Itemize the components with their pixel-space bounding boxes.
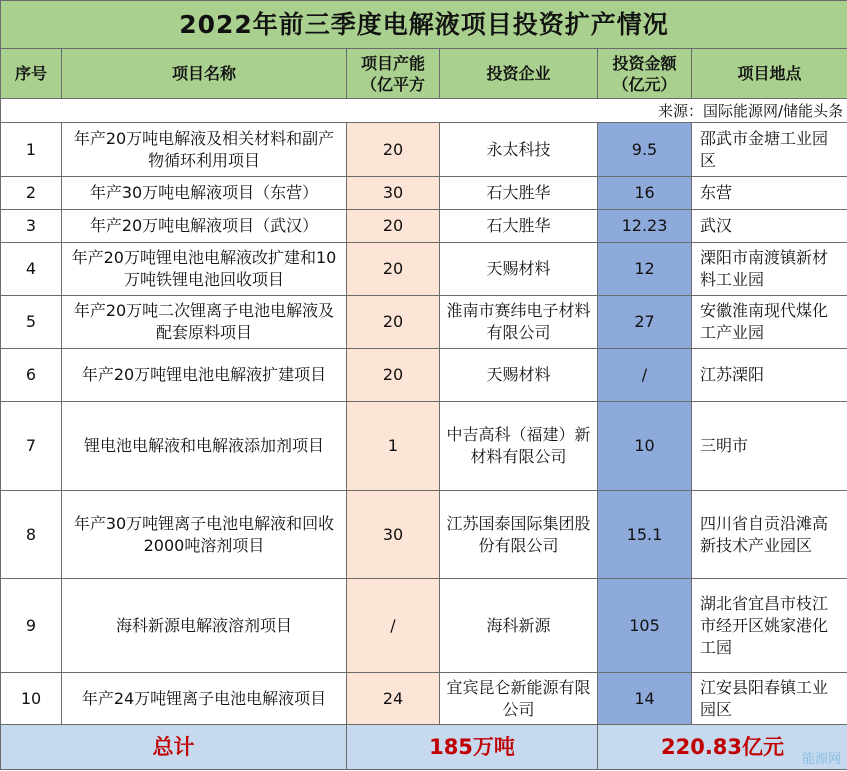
cell-company: 石大胜华 <box>440 210 598 243</box>
table-row <box>1 296 847 349</box>
watermark-logo: 能源网 <box>801 752 841 767</box>
cell-company: 海科新源 <box>440 579 598 673</box>
cell-location: 武汉 <box>692 210 847 243</box>
cell-project-name: 年产24万吨锂离子电池电解液项目 <box>62 673 347 725</box>
cell-no: 6 <box>1 349 62 402</box>
cell-location: 安徽淮南现代煤化工产业园 <box>692 296 847 349</box>
cell-no: 1 <box>1 123 62 177</box>
cell-location: 四川省自贡沿滩高新技术产业园区 <box>692 491 847 579</box>
cell-project-name: 年产20万吨锂电池电解液扩建项目 <box>62 349 347 402</box>
cell-amount: 15.1 <box>598 491 692 579</box>
cell-amount: 105 <box>598 579 692 673</box>
cell-location: 东营 <box>692 177 847 210</box>
cell-location: 江安县阳春镇工业园区 <box>692 673 847 725</box>
cell-amount: 12 <box>598 243 692 296</box>
cell-amount: 9.5 <box>598 123 692 177</box>
cell-no: 3 <box>1 210 62 243</box>
cell-amount: 27 <box>598 296 692 349</box>
cell-capacity: 1 <box>347 402 440 491</box>
cell-location: 溧阳市南渡镇新材料工业园 <box>692 243 847 296</box>
header-location: 项目地点 <box>692 49 847 99</box>
cell-no: 4 <box>1 243 62 296</box>
header-name: 项目名称 <box>62 49 347 99</box>
cell-no: 8 <box>1 491 62 579</box>
cell-no: 10 <box>1 673 62 725</box>
cell-amount: / <box>598 349 692 402</box>
cell-project-name: 年产20万吨二次锂离子电池电解液及配套原料项目 <box>62 296 347 349</box>
cell-project-name: 锂电池电解液和电解液添加剂项目 <box>62 402 347 491</box>
header-amount: 投资金额（亿元） <box>598 49 692 99</box>
cell-company: 江苏国泰国际集团股份有限公司 <box>440 491 598 579</box>
cell-amount: 12.23 <box>598 210 692 243</box>
cell-project-name: 年产20万吨锂电池电解液改扩建和10万吨铁锂电池回收项目 <box>62 243 347 296</box>
table-body <box>1 123 847 725</box>
table-row <box>1 243 847 296</box>
table-row <box>1 349 847 402</box>
total-amount: 220.83亿元 <box>598 725 847 770</box>
cell-location: 江苏溧阳 <box>692 349 847 402</box>
cell-capacity: 20 <box>347 296 440 349</box>
cell-capacity: 24 <box>347 673 440 725</box>
table-row <box>1 402 847 491</box>
cell-capacity: 20 <box>347 349 440 402</box>
cell-company: 天赐材料 <box>440 243 598 296</box>
total-capacity: 185万吨 <box>347 725 598 770</box>
table-row <box>1 673 847 725</box>
cell-project-name: 年产20万吨电解液项目（武汉） <box>62 210 347 243</box>
total-label: 总计 <box>1 725 347 770</box>
cell-capacity: 20 <box>347 123 440 177</box>
cell-company: 淮南市赛纬电子材料有限公司 <box>440 296 598 349</box>
cell-capacity: 20 <box>347 243 440 296</box>
cell-company: 天赐材料 <box>440 349 598 402</box>
header-company: 投资企业 <box>440 49 598 99</box>
table-row <box>1 177 847 210</box>
cell-capacity: 30 <box>347 491 440 579</box>
table-row <box>1 123 847 177</box>
cell-location: 三明市 <box>692 402 847 491</box>
header-row <box>1 49 847 99</box>
cell-project-name: 年产30万吨锂离子电池电解液和回收2000吨溶剂项目 <box>62 491 347 579</box>
cell-no: 7 <box>1 402 62 491</box>
header-capacity: 项目产能（亿平方 <box>347 49 440 99</box>
table-row <box>1 491 847 579</box>
cell-project-name: 海科新源电解液溶剂项目 <box>62 579 347 673</box>
cell-capacity: / <box>347 579 440 673</box>
cell-location: 湖北省宜昌市枝江市经开区姚家港化工园 <box>692 579 847 673</box>
cell-capacity: 30 <box>347 177 440 210</box>
table-row <box>1 579 847 673</box>
cell-project-name: 年产30万吨电解液项目（东营） <box>62 177 347 210</box>
header-no: 序号 <box>1 49 62 99</box>
table-row <box>1 210 847 243</box>
cell-no: 9 <box>1 579 62 673</box>
cell-company: 中吉高科（福建）新材料有限公司 <box>440 402 598 491</box>
cell-amount: 10 <box>598 402 692 491</box>
table-title: 2022年前三季度电解液项目投资扩产情况 <box>1 1 847 49</box>
source-note: 来源：国际能源网/储能头条 <box>1 99 847 123</box>
total-row <box>1 725 847 770</box>
cell-no: 5 <box>1 296 62 349</box>
cell-company: 永太科技 <box>440 123 598 177</box>
cell-capacity: 20 <box>347 210 440 243</box>
cell-no: 2 <box>1 177 62 210</box>
cell-amount: 14 <box>598 673 692 725</box>
cell-company: 石大胜华 <box>440 177 598 210</box>
cell-company: 宜宾昆仑新能源有限公司 <box>440 673 598 725</box>
cell-location: 邵武市金塘工业园区 <box>692 123 847 177</box>
cell-project-name: 年产20万吨电解液及相关材料和副产物循环利用项目 <box>62 123 347 177</box>
cell-amount: 16 <box>598 177 692 210</box>
